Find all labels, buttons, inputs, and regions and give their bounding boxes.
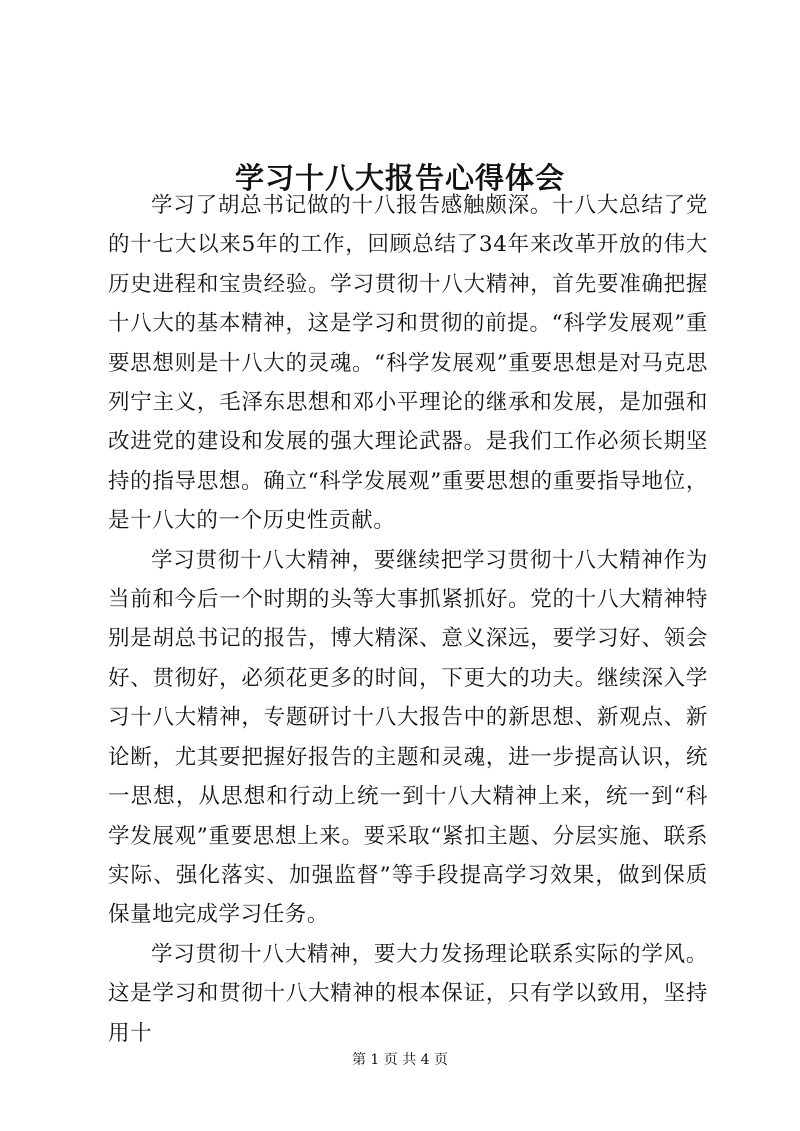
page-footer: 第 1 页 共 4 页 [351,1052,449,1068]
document-title: 学习十八大报告心得体会 [234,161,565,196]
document-body [108,186,708,1053]
paragraph-3: 学习贯彻十八大精神，要大力发扬理论联系实际的学风。这是学习和贯彻十八大精神的根本保证，只有学以致用，坚持用十 [108,941,708,1046]
paragraph-2: 学习贯彻十八大精神，要继续把学习贯彻十八大精神作为当前和今后一个时期的头等大事抓紧抓好。党的十八大精神特别是胡总书记的报告，博大精深、意义深远，要学习好、领会好、贯彻好，必须花更多的时间，下更大的功夫。继续深入学习十八大精神，专题研讨十八大报告中的新思想、新观点、新论断，尤其要把握好报告的主题和灵魂，进一步提高认识，统一思想，从思想和行动上统一到十八大精神上来，统一到“科学发展观”重要思想上来。要采取“紧扣主题、分层实施、联系实际、强化落实、加强监督”等手段提高学习效果，做到保质保量地完成学习任务。 [108,547,708,928]
paragraph-1: 学习了胡总书记做的十八报告感触颇深。十八大总结了党的十七大以来5年的工作，回顾总结了34年来改革开放的伟大历史进程和宝贵经验。学习贯彻十八大精神，首先要准确把握十八大的基本精神，这是学习和贯彻的前提。“科学发展观”重要思想则是十八大的灵魂。“科学发展观”重要思想是对马克思列宁主义，毛泽东思想和邓小平理论的继承和发展，是加强和改进党的建设和发展的强大理论武器。是我们工作必须长期坚持的指导思想。确立“科学发展观”重要思想的重要指导地位，是十八大的一个历史性贡献。 [108,193,708,534]
